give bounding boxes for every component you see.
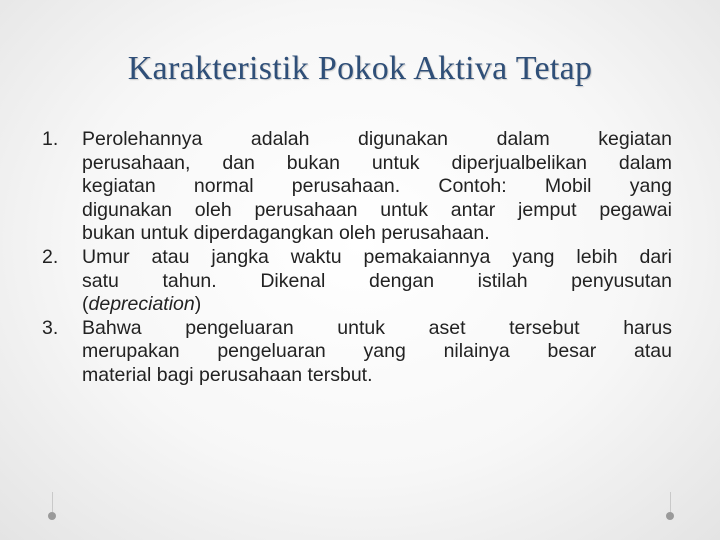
right-decor-line: [670, 492, 671, 512]
text-line: digunakan oleh perusahaan untuk antar jemput pegawai: [82, 198, 672, 221]
text-line: [82, 293, 672, 317]
text-line: satu tahun. Dikenal dengan istilah penyusutan: [82, 269, 672, 292]
list-number: 2.: [42, 245, 59, 268]
list-item: [38, 317, 672, 388]
right-decor-dot: [666, 512, 674, 520]
text-line: merupakan pengeluaran yang nilainya besar atau: [82, 340, 672, 363]
text-line: perusahaan, dan bukan untuk diperjualbelikan dalam: [82, 151, 672, 174]
list-item-text: [82, 128, 672, 246]
text-line: Perolehannya adalah digunakan dalam kegiatan: [82, 128, 672, 150]
slide-title: Karakteristik Pokok Aktiva Tetap: [127, 50, 593, 87]
text-line: Umur atau jangka waktu pemakaiannya yang lebih dari: [82, 245, 672, 268]
text-line: Bahwa pengeluaran untuk aset tersebut harus: [82, 316, 672, 339]
left-decor-dot: [48, 512, 56, 520]
list-item-text: [82, 246, 672, 317]
paren-close: ): [194, 293, 202, 316]
numbered-list: [38, 128, 672, 388]
text-line: bukan untuk diperdagangkan oleh perusahaan.: [82, 222, 490, 245]
text-line: kegiatan normal perusahaan. Contoh: Mobil yang: [82, 175, 672, 198]
list-item-text: [82, 317, 672, 388]
list-item: [38, 246, 672, 317]
italic-term: depreciation: [88, 293, 195, 316]
text-line: material bagi perusahaan tersbut.: [82, 363, 373, 386]
list-number: 1.: [42, 128, 59, 150]
left-decor-line: [52, 492, 53, 512]
paren-open: (: [82, 293, 89, 316]
list-number: 3.: [42, 316, 59, 339]
list-item: [38, 128, 672, 246]
